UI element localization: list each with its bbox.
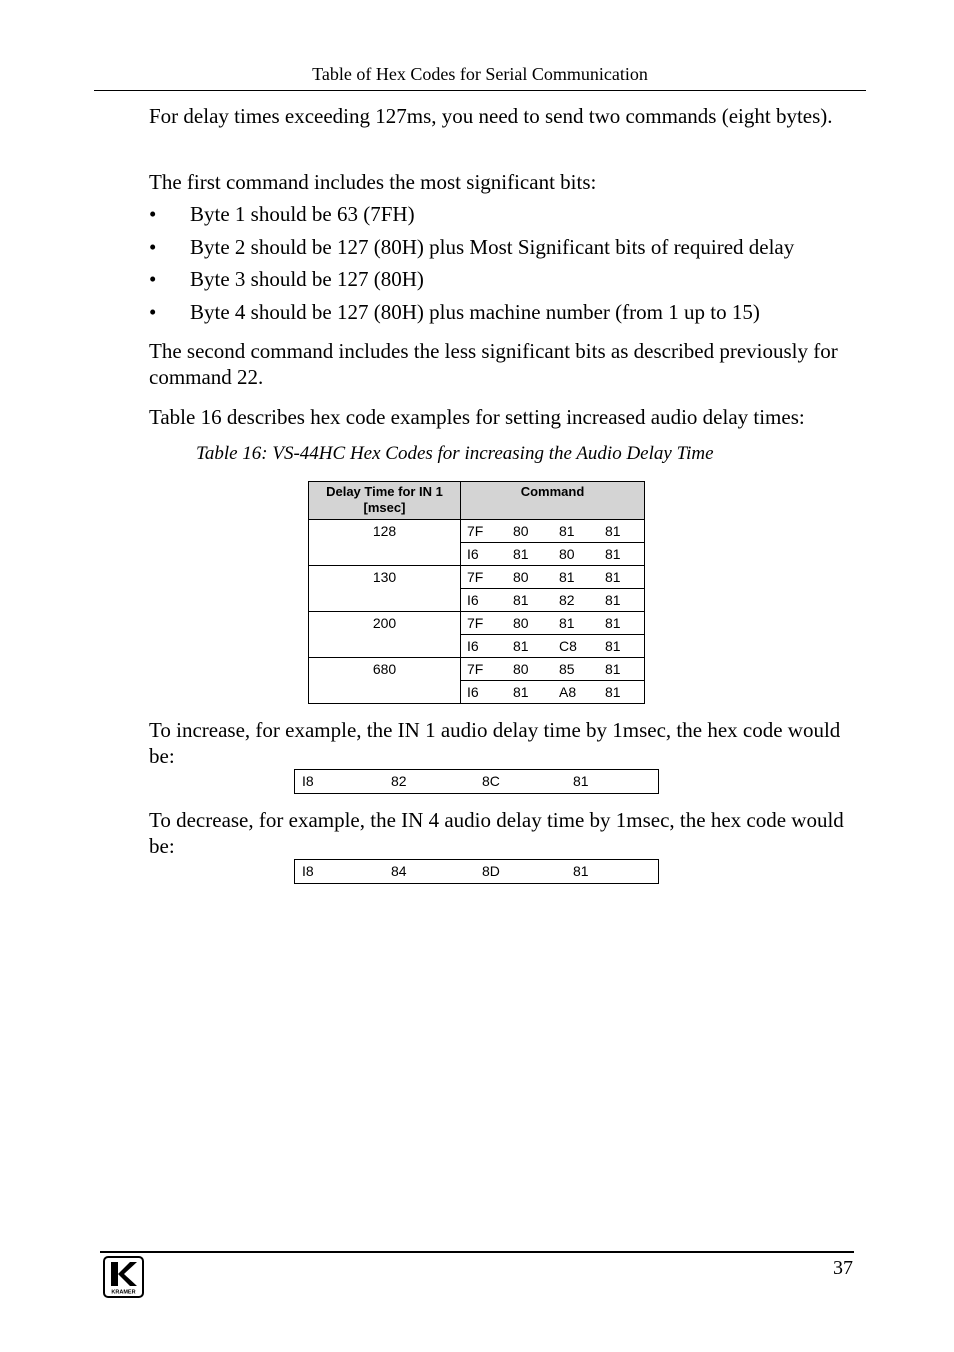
byte-2: 81 — [513, 684, 529, 700]
byte-4: 81 — [605, 684, 621, 700]
byte-3: 8C — [482, 773, 500, 789]
byte-3: 81 — [559, 569, 575, 585]
bullet-icon: • — [149, 234, 157, 259]
list-item — [149, 234, 869, 267]
delay-cell: 130 — [309, 566, 461, 612]
logo-text: KRAMER — [111, 1289, 136, 1296]
list-item — [149, 299, 869, 332]
table-row — [309, 658, 645, 681]
byte-1: I6 — [467, 546, 479, 562]
command-cell — [461, 566, 645, 589]
list-item-text: Byte 3 should be 127 (80H) — [190, 267, 424, 291]
bullet-icon: • — [149, 202, 157, 226]
table-row — [309, 520, 645, 543]
increase-code-box — [294, 769, 659, 794]
byte-1: I8 — [302, 863, 314, 879]
column-header-delay: Delay Time for IN 1 [msec] — [309, 482, 461, 520]
byte-4: 81 — [573, 863, 589, 879]
byte-1: I6 — [467, 638, 479, 654]
byte-2: 82 — [391, 773, 407, 789]
byte-2: 81 — [513, 546, 529, 562]
byte-list — [149, 201, 869, 331]
list-item-text: Byte 2 should be 127 (80H) plus Most Significant bits of required delay — [190, 234, 795, 259]
command-cell — [461, 681, 645, 704]
byte-4: 81 — [605, 569, 621, 585]
byte-2: 80 — [513, 661, 529, 677]
byte-1: 7F — [467, 661, 484, 677]
command-cell — [461, 612, 645, 635]
command-cell — [461, 635, 645, 658]
byte-4: 81 — [605, 523, 621, 539]
bullet-icon: • — [149, 267, 157, 291]
header-rule — [94, 90, 866, 91]
byte-1: I6 — [467, 592, 479, 608]
kramer-logo — [103, 1256, 144, 1298]
byte-2: 80 — [513, 523, 529, 539]
byte-1: I6 — [467, 684, 479, 700]
byte-1: I8 — [302, 773, 314, 789]
table-row — [309, 566, 645, 589]
list-item — [149, 201, 869, 234]
paragraph-increase: To increase, for example, the IN 1 audio delay time by 1msec, the hex code would be: — [149, 718, 841, 768]
byte-4: 81 — [605, 638, 621, 654]
byte-1: 7F — [467, 569, 484, 585]
delay-cell: 680 — [309, 658, 461, 704]
byte-4: 81 — [605, 615, 621, 631]
paragraph-first-command: The first command includes the most significant bits: — [149, 170, 597, 194]
list-item-text: Byte 1 should be 63 (7FH) — [190, 202, 415, 226]
byte-2: 80 — [513, 569, 529, 585]
command-cell — [461, 520, 645, 543]
byte-3: 80 — [559, 546, 575, 562]
paragraph-second-command: The second command includes the less significant bits as described previously for command 22. — [149, 339, 838, 389]
paragraph-table-intro: Table 16 describes hex code examples for setting increased audio delay times: — [149, 405, 805, 429]
table-row — [309, 612, 645, 635]
byte-3: C8 — [559, 638, 577, 654]
byte-2: 80 — [513, 615, 529, 631]
bullet-icon: • — [149, 299, 157, 324]
command-cell — [461, 658, 645, 681]
running-header: Table of Hex Codes for Serial Communication — [312, 64, 648, 84]
byte-2: 81 — [513, 592, 529, 608]
byte-4: 81 — [573, 773, 589, 789]
paragraph-intro: For delay times exceeding 127ms, you need to send two commands (eight bytes). — [149, 104, 833, 128]
byte-2: 84 — [391, 863, 407, 879]
command-cell — [461, 543, 645, 566]
list-item-text: Byte 4 should be 127 (80H) plus machine number (from 1 up to 15) — [190, 299, 760, 324]
table-caption: Table 16: VS-44HC Hex Codes for increasing the Audio Delay Time — [196, 443, 714, 464]
paragraph-decrease: To decrease, for example, the IN 4 audio delay time by 1msec, the hex code would be: — [149, 808, 844, 858]
delay-cell: 200 — [309, 612, 461, 658]
delay-cell: 128 — [309, 520, 461, 566]
byte-3: 81 — [559, 523, 575, 539]
byte-1: 7F — [467, 523, 484, 539]
byte-1: 7F — [467, 615, 484, 631]
decrease-code-box — [294, 859, 659, 884]
list-item — [149, 266, 869, 299]
byte-3: 85 — [559, 661, 575, 677]
byte-3: 82 — [559, 592, 575, 608]
hex-code-table — [308, 481, 645, 704]
byte-4: 81 — [605, 546, 621, 562]
byte-3: 81 — [559, 615, 575, 631]
byte-3: 8D — [482, 863, 500, 879]
footer-rule — [100, 1251, 854, 1253]
byte-2: 81 — [513, 638, 529, 654]
byte-4: 81 — [605, 592, 621, 608]
page-number: 37 — [833, 1257, 853, 1279]
byte-3: A8 — [559, 684, 577, 700]
byte-4: 81 — [605, 661, 621, 677]
column-header-command: Command — [461, 482, 645, 520]
command-cell — [461, 589, 645, 612]
